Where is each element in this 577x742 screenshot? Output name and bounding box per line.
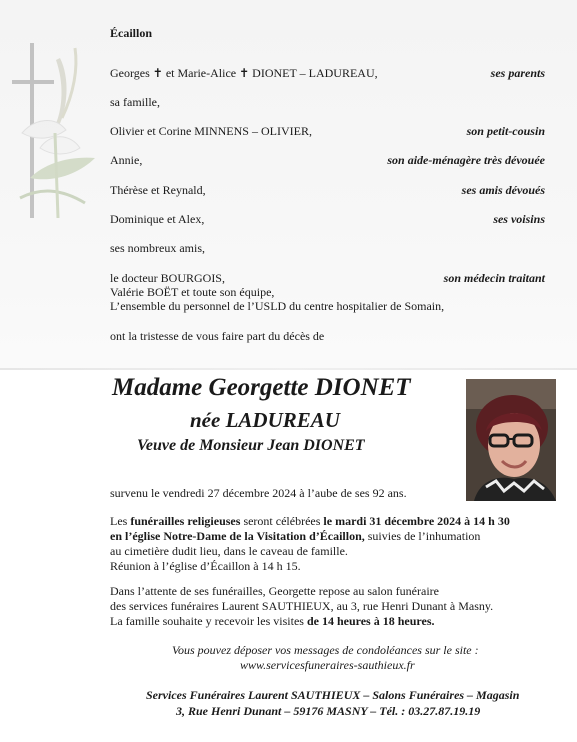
role-cousin: son petit-cousin	[466, 124, 545, 138]
visits-line-2: des services funéraires Laurent SAUTHIEUX, au 3, rue Henri Dunant à Masny.	[110, 599, 494, 613]
announcer-cousin: Olivier et Corine MINNENS – OLIVIER,	[110, 124, 312, 138]
visits-line-1: Dans l’attente de ses funérailles, Georgette repose au salon funéraire	[110, 584, 439, 598]
funeral-paragraph	[110, 514, 510, 574]
condolences-line: Vous pouvez déposer vos messages de condoléances sur le site :	[172, 643, 479, 657]
role-parents: ses parents	[490, 66, 545, 80]
role-doctor: son médecin traitant	[443, 271, 545, 285]
funeral-religious: funérailles religieuses	[130, 514, 241, 528]
visits-line-3	[110, 614, 493, 629]
role-helper: son aide-ménagère très dévouée	[387, 153, 545, 167]
announcer-annie: Annie,	[110, 153, 143, 167]
cross-and-lily-icon	[0, 38, 110, 228]
funeral-line-1	[110, 514, 510, 529]
deceased-surname: DIONET	[314, 374, 411, 401]
funeral-line-4: Réunion à l’église d’Écaillon à 14 h 15.	[110, 559, 301, 573]
footer-address: 3, Rue Henri Dunant – 59176 MASNY – Tél. : 03.27.87.19.19	[176, 704, 481, 718]
fold-line	[0, 368, 577, 370]
announcer-dominique: Dominique et Alex,	[110, 212, 205, 226]
death-date-line: survenu le vendredi 27 décembre 2024 à l’aube de ses 92 ans.	[110, 486, 407, 500]
deceased-title: Madame Georgette	[112, 374, 309, 401]
portrait-image	[466, 379, 556, 501]
footer-company: Services Funéraires Laurent SAUTHIEUX – Salons Funéraires – Magasin	[146, 688, 520, 702]
announcer-friends: ses nombreux amis,	[110, 241, 205, 255]
visits-hours: de 14 heures à 18 heures.	[306, 614, 435, 628]
portrait-photo	[466, 379, 556, 501]
funeral-church: en l’église Notre-Dame de la Visitation d’Écaillon,	[110, 529, 365, 543]
funeral-text-a: Les	[110, 514, 131, 528]
funeral-text-c: seront célébrées	[240, 514, 324, 528]
sadness-line: ont la tristesse de vous faire part du décès de	[110, 329, 325, 343]
funeral-burial: suivies de l’inhumation	[364, 529, 481, 543]
doctor-line-1: le docteur BOURGOIS,	[110, 271, 225, 285]
role-friends: ses amis dévoués	[461, 183, 545, 197]
funeral-line-3: au cimetière dudit lieu, dans le caveau de famille.	[110, 544, 348, 558]
visits-paragraph	[110, 584, 493, 629]
deceased-widow-line: Veuve de Monsieur Jean DIONET	[137, 437, 365, 454]
announcer-parents: Georges ✝ et Marie-Alice ✝ DIONET – LADUREAU,	[110, 66, 378, 80]
visits-text: La famille souhaite y recevoir les visites	[110, 614, 307, 628]
staff-line: L’ensemble du personnel de l’USLD du centre hospitalier de Somain,	[110, 299, 445, 313]
town-name: Écaillon	[110, 26, 153, 40]
funeral-line-2	[110, 529, 510, 544]
role-neighbours: ses voisins	[493, 212, 545, 226]
condolences-website-link[interactable]: www.servicesfuneraires-sauthieux.fr	[240, 658, 415, 672]
announcer-therese: Thérèse et Reynald,	[110, 183, 206, 197]
announcer-family: sa famille,	[110, 95, 160, 109]
funeral-date: le mardi 31 décembre 2024 à 14 h 30	[323, 514, 510, 528]
deceased-name	[112, 374, 411, 402]
deceased-maiden-name: née LADUREAU	[190, 408, 340, 432]
doctor-line-2: Valérie BOËT et toute son équipe,	[110, 285, 275, 299]
